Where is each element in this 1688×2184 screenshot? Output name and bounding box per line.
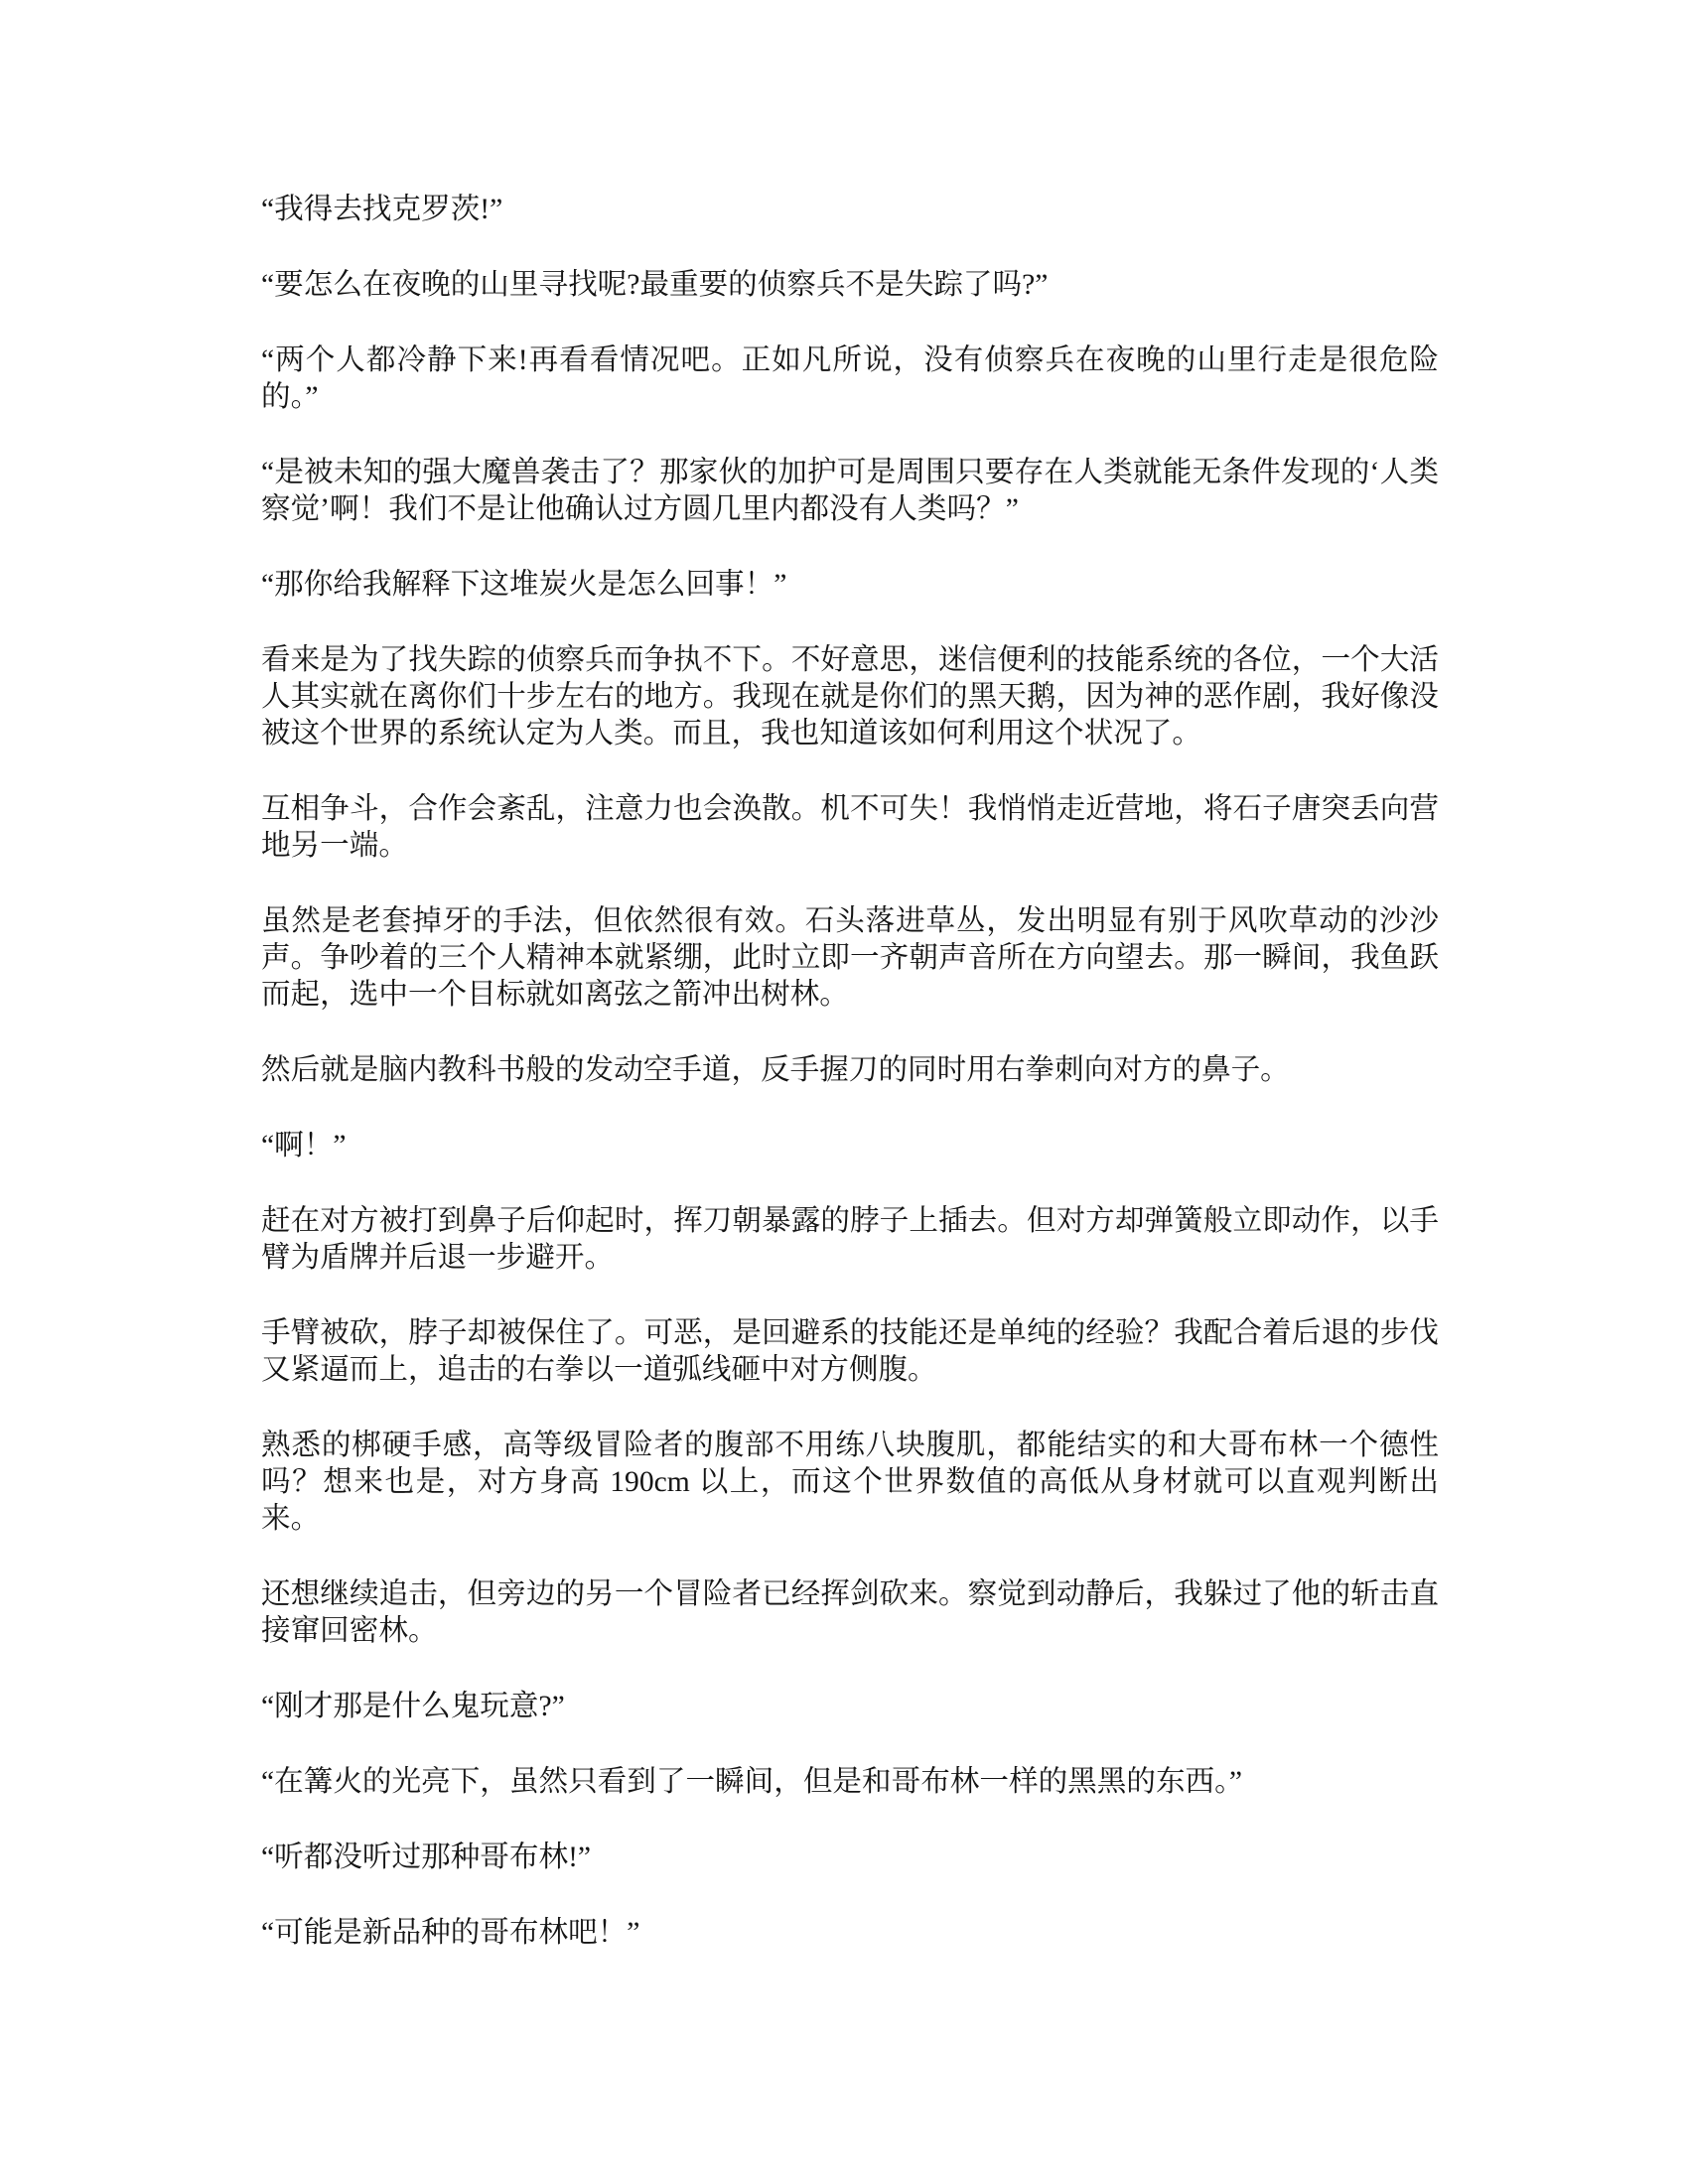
dialogue-paragraph: “可能是新品种的哥布林吧！” xyxy=(261,1917,640,1949)
dialogue-paragraph: “听都没听过那种哥布林!” xyxy=(261,1842,592,1873)
dialogue-paragraph: “我得去找克罗茨!” xyxy=(261,194,503,225)
narration-paragraph: 然后就是脑内教科书般的发动空手道，反手握刀的同时用右拳刺向对方的鼻子。 xyxy=(261,1054,1290,1086)
dialogue-paragraph: “是被未知的强大魔兽袭击了？那家伙的加护可是周围只要存在人类就能无条件发现的‘人类察觉’啊！我们不是让他确认过方圆几里内都没有人类吗？” xyxy=(261,457,1439,525)
dialogue-paragraph: “要怎么在夜晚的山里寻找呢?最重要的侦察兵不是失踪了吗?” xyxy=(261,269,1049,301)
dialogue-paragraph: “两个人都冷静下来!再看看情况吧。正如凡所说，没有侦察兵在夜晚的山里行走是很危险的。” xyxy=(261,344,1439,413)
narration-paragraph: 互相争斗，合作会紊乱，注意力也会涣散。机不可失！我悄悄走近营地，将石子唐突丢向营地另一端。 xyxy=(261,793,1439,862)
novel-text-block xyxy=(261,192,1439,1952)
dialogue-paragraph: “在篝火的光亮下，虽然只看到了一瞬间，但是和哥布林一样的黑黑的东西。” xyxy=(261,1766,1243,1798)
narration-paragraph: 赶在对方被打到鼻子后仰起时，挥刀朝暴露的脖子上插去。但对方却弹簧般立即动作，以手臂为盾牌并后退一步避开。 xyxy=(261,1205,1439,1274)
dialogue-paragraph: “啊！” xyxy=(261,1130,347,1161)
narration-paragraph: 熟悉的梆硬手感，高等级冒险者的腹部不用练八块腹肌，都能结实的和大哥布林一个德性吗？想来也是，对方身高 190cm 以上，而这个世界数值的高低从身材就可以直观判断出来。 xyxy=(261,1430,1439,1535)
dialogue-paragraph: “刚才那是什么鬼玩意?” xyxy=(261,1691,565,1722)
narration-paragraph: 还想继续追击，但旁边的另一个冒险者已经挥剑砍来。察觉到动静后，我躲过了他的斩击直接窜回密林。 xyxy=(261,1578,1439,1647)
narration-paragraph: 手臂被砍，脖子却被保住了。可恶，是回避系的技能还是单纯的经验？我配合着后退的步伐又紧逼而上，追击的右拳以一道弧线砸中对方侧腹。 xyxy=(261,1317,1439,1386)
dialogue-paragraph: “那你给我解释下这堆炭火是怎么回事！” xyxy=(261,569,787,601)
narration-paragraph: 看来是为了找失踪的侦察兵而争执不下。不好意思，迷信便利的技能系统的各位，一个大活人其实就在离你们十步左右的地方。我现在就是你们的黑天鹅，因为神的恶作剧，我好像没被这个世界的系统认定为人类。而且，我也知道该如何利用这个状况了。 xyxy=(261,644,1439,750)
narration-paragraph: 虽然是老套掉牙的手法，但依然很有效。石头落进草丛，发出明显有别于风吹草动的沙沙声。争吵着的三个人精神本就紧绷，此时立即一齐朝声音所在方向望去。那一瞬间，我鱼跃而起，选中一个目标就如离弦之箭冲出树林。 xyxy=(261,905,1439,1011)
